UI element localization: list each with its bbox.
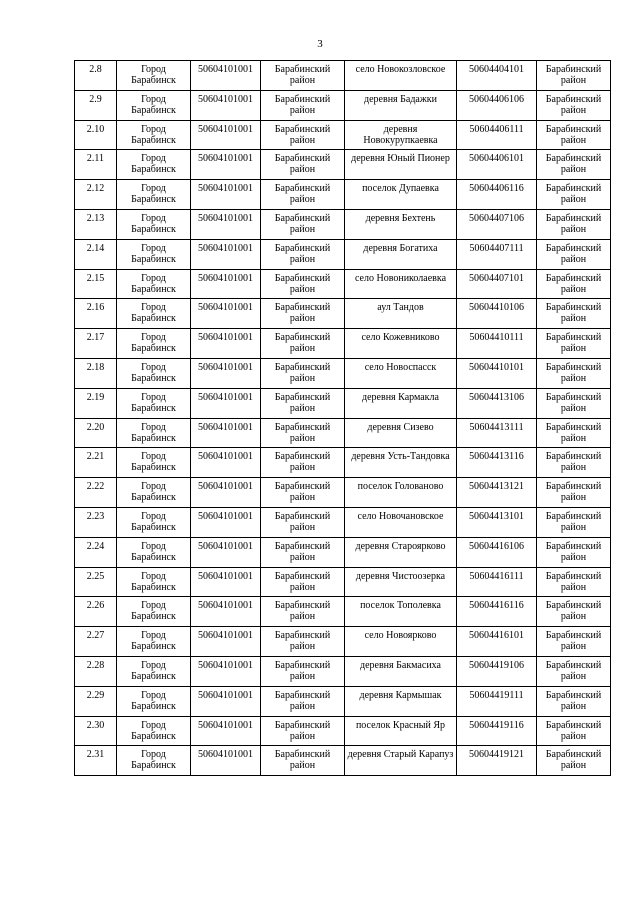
row-number-cell: 2.24	[75, 537, 117, 567]
settlement-district-cell: Барабинский район	[537, 239, 611, 269]
settlement-name-cell: поселок Дупаевка	[345, 180, 457, 210]
settlement-oktmo-cell: 50604410111	[457, 329, 537, 359]
source-municipality-cell: Город Барабинск	[117, 656, 191, 686]
target-district-cell: Барабинский район	[261, 627, 345, 657]
target-district-cell: Барабинский район	[261, 120, 345, 150]
row-number-cell: 2.9	[75, 90, 117, 120]
row-number-cell: 2.22	[75, 478, 117, 508]
table-row	[75, 478, 611, 508]
settlement-district-cell: Барабинский район	[537, 90, 611, 120]
settlement-oktmo-cell: 50604410101	[457, 358, 537, 388]
settlement-district-cell: Барабинский район	[537, 180, 611, 210]
table-row	[75, 120, 611, 150]
source-oktmo-cell: 50604101001	[191, 448, 261, 478]
source-municipality-cell: Город Барабинск	[117, 299, 191, 329]
table-row	[75, 209, 611, 239]
settlement-name-cell: поселок Голованово	[345, 478, 457, 508]
table-row	[75, 507, 611, 537]
source-oktmo-cell: 50604101001	[191, 597, 261, 627]
source-municipality-cell: Город Барабинск	[117, 329, 191, 359]
settlement-oktmo-cell: 50604406101	[457, 150, 537, 180]
row-number-cell: 2.23	[75, 507, 117, 537]
source-municipality-cell: Город Барабинск	[117, 180, 191, 210]
settlement-district-cell: Барабинский район	[537, 269, 611, 299]
settlement-name-cell: деревня Кармакла	[345, 388, 457, 418]
source-oktmo-cell: 50604101001	[191, 299, 261, 329]
settlement-oktmo-cell: 50604406116	[457, 180, 537, 210]
settlement-name-cell: село Новокозловское	[345, 61, 457, 91]
settlement-oktmo-cell: 50604410106	[457, 299, 537, 329]
settlement-district-cell: Барабинский район	[537, 358, 611, 388]
row-number-cell: 2.12	[75, 180, 117, 210]
settlement-district-cell: Барабинский район	[537, 567, 611, 597]
settlement-oktmo-cell: 50604416101	[457, 627, 537, 657]
source-oktmo-cell: 50604101001	[191, 478, 261, 508]
source-municipality-cell: Город Барабинск	[117, 746, 191, 776]
settlement-name-cell: деревня Кармышак	[345, 686, 457, 716]
settlement-name-cell: село Новониколаевка	[345, 269, 457, 299]
target-district-cell: Барабинский район	[261, 299, 345, 329]
table-row	[75, 358, 611, 388]
source-oktmo-cell: 50604101001	[191, 209, 261, 239]
source-oktmo-cell: 50604101001	[191, 567, 261, 597]
settlement-oktmo-cell: 50604413111	[457, 418, 537, 448]
settlement-name-cell: село Кожевниково	[345, 329, 457, 359]
settlement-oktmo-cell: 50604416106	[457, 537, 537, 567]
settlement-oktmo-cell: 50604416116	[457, 597, 537, 627]
settlement-district-cell: Барабинский район	[537, 120, 611, 150]
source-oktmo-cell: 50604101001	[191, 61, 261, 91]
source-municipality-cell: Город Барабинск	[117, 418, 191, 448]
target-district-cell: Барабинский район	[261, 61, 345, 91]
row-number-cell: 2.13	[75, 209, 117, 239]
settlement-name-cell: деревня Старый Карапуз	[345, 746, 457, 776]
settlement-name-cell: деревня Богатиха	[345, 239, 457, 269]
target-district-cell: Барабинский район	[261, 329, 345, 359]
table-row	[75, 627, 611, 657]
settlement-oktmo-cell: 50604407101	[457, 269, 537, 299]
settlement-district-cell: Барабинский район	[537, 209, 611, 239]
source-municipality-cell: Город Барабинск	[117, 567, 191, 597]
settlement-district-cell: Барабинский район	[537, 627, 611, 657]
source-municipality-cell: Город Барабинск	[117, 269, 191, 299]
row-number-cell: 2.30	[75, 716, 117, 746]
source-municipality-cell: Город Барабинск	[117, 388, 191, 418]
settlement-district-cell: Барабинский район	[537, 716, 611, 746]
settlement-name-cell: деревня Бадажки	[345, 90, 457, 120]
target-district-cell: Барабинский район	[261, 746, 345, 776]
target-district-cell: Барабинский район	[261, 656, 345, 686]
target-district-cell: Барабинский район	[261, 90, 345, 120]
target-district-cell: Барабинский район	[261, 597, 345, 627]
table-row	[75, 269, 611, 299]
settlement-name-cell: поселок Красный Яр	[345, 716, 457, 746]
table-row	[75, 686, 611, 716]
table-row	[75, 656, 611, 686]
target-district-cell: Барабинский район	[261, 418, 345, 448]
source-oktmo-cell: 50604101001	[191, 507, 261, 537]
settlement-district-cell: Барабинский район	[537, 746, 611, 776]
settlement-oktmo-cell: 50604419111	[457, 686, 537, 716]
target-district-cell: Барабинский район	[261, 239, 345, 269]
table-row	[75, 418, 611, 448]
settlement-district-cell: Барабинский район	[537, 299, 611, 329]
source-oktmo-cell: 50604101001	[191, 716, 261, 746]
settlement-oktmo-cell: 50604407106	[457, 209, 537, 239]
target-district-cell: Барабинский район	[261, 358, 345, 388]
settlement-district-cell: Барабинский район	[537, 448, 611, 478]
table-row	[75, 716, 611, 746]
row-number-cell: 2.8	[75, 61, 117, 91]
settlement-district-cell: Барабинский район	[537, 150, 611, 180]
source-oktmo-cell: 50604101001	[191, 150, 261, 180]
settlement-name-cell: деревня Юный Пионер	[345, 150, 457, 180]
table-row	[75, 329, 611, 359]
row-number-cell: 2.25	[75, 567, 117, 597]
source-municipality-cell: Город Барабинск	[117, 507, 191, 537]
target-district-cell: Барабинский район	[261, 686, 345, 716]
source-municipality-cell: Город Барабинск	[117, 61, 191, 91]
table-row	[75, 448, 611, 478]
source-oktmo-cell: 50604101001	[191, 239, 261, 269]
settlement-name-cell: село Новоспасск	[345, 358, 457, 388]
target-district-cell: Барабинский район	[261, 150, 345, 180]
row-number-cell: 2.15	[75, 269, 117, 299]
row-number-cell: 2.11	[75, 150, 117, 180]
settlement-name-cell: деревня Новокурупкаевка	[345, 120, 457, 150]
row-number-cell: 2.21	[75, 448, 117, 478]
source-municipality-cell: Город Барабинск	[117, 597, 191, 627]
row-number-cell: 2.16	[75, 299, 117, 329]
source-oktmo-cell: 50604101001	[191, 686, 261, 716]
settlement-oktmo-cell: 50604413121	[457, 478, 537, 508]
settlement-district-cell: Барабинский район	[537, 418, 611, 448]
row-number-cell: 2.27	[75, 627, 117, 657]
settlement-oktmo-cell: 50604413116	[457, 448, 537, 478]
settlement-oktmo-cell: 50604419116	[457, 716, 537, 746]
table-row	[75, 61, 611, 91]
source-oktmo-cell: 50604101001	[191, 537, 261, 567]
row-number-cell: 2.14	[75, 239, 117, 269]
table-row	[75, 567, 611, 597]
settlement-oktmo-cell: 50604413101	[457, 507, 537, 537]
settlements-table	[74, 60, 611, 776]
target-district-cell: Барабинский район	[261, 448, 345, 478]
source-oktmo-cell: 50604101001	[191, 120, 261, 150]
settlement-name-cell: поселок Тополевка	[345, 597, 457, 627]
target-district-cell: Барабинский район	[261, 388, 345, 418]
settlement-district-cell: Барабинский район	[537, 507, 611, 537]
source-municipality-cell: Город Барабинск	[117, 686, 191, 716]
row-number-cell: 2.28	[75, 656, 117, 686]
source-oktmo-cell: 50604101001	[191, 746, 261, 776]
settlement-oktmo-cell: 50604404101	[457, 61, 537, 91]
settlement-name-cell: деревня Чистоозерка	[345, 567, 457, 597]
row-number-cell: 2.18	[75, 358, 117, 388]
row-number-cell: 2.29	[75, 686, 117, 716]
table-row	[75, 150, 611, 180]
row-number-cell: 2.31	[75, 746, 117, 776]
row-number-cell: 2.20	[75, 418, 117, 448]
source-municipality-cell: Город Барабинск	[117, 716, 191, 746]
settlement-district-cell: Барабинский район	[537, 388, 611, 418]
settlement-name-cell: деревня Бехтень	[345, 209, 457, 239]
settlement-oktmo-cell: 50604406111	[457, 120, 537, 150]
source-municipality-cell: Город Барабинск	[117, 627, 191, 657]
settlement-district-cell: Барабинский район	[537, 537, 611, 567]
target-district-cell: Барабинский район	[261, 567, 345, 597]
target-district-cell: Барабинский район	[261, 716, 345, 746]
settlement-name-cell: аул Тандов	[345, 299, 457, 329]
row-number-cell: 2.26	[75, 597, 117, 627]
source-oktmo-cell: 50604101001	[191, 90, 261, 120]
settlement-district-cell: Барабинский район	[537, 329, 611, 359]
settlement-name-cell: село Новочановское	[345, 507, 457, 537]
settlement-oktmo-cell: 50604416111	[457, 567, 537, 597]
table-row	[75, 299, 611, 329]
table-row	[75, 597, 611, 627]
settlement-oktmo-cell: 50604406106	[457, 90, 537, 120]
target-district-cell: Барабинский район	[261, 180, 345, 210]
source-oktmo-cell: 50604101001	[191, 656, 261, 686]
source-municipality-cell: Город Барабинск	[117, 478, 191, 508]
settlement-name-cell: деревня Сизево	[345, 418, 457, 448]
settlement-oktmo-cell: 50604413106	[457, 388, 537, 418]
source-oktmo-cell: 50604101001	[191, 388, 261, 418]
settlement-name-cell: деревня Староярково	[345, 537, 457, 567]
source-municipality-cell: Город Барабинск	[117, 448, 191, 478]
settlement-name-cell: деревня Усть-Тандовка	[345, 448, 457, 478]
settlement-district-cell: Барабинский район	[537, 61, 611, 91]
settlement-district-cell: Барабинский район	[537, 478, 611, 508]
table-row	[75, 180, 611, 210]
target-district-cell: Барабинский район	[261, 478, 345, 508]
settlement-name-cell: деревня Бакмасиха	[345, 656, 457, 686]
target-district-cell: Барабинский район	[261, 269, 345, 299]
target-district-cell: Барабинский район	[261, 209, 345, 239]
table-body	[75, 61, 611, 776]
source-municipality-cell: Город Барабинск	[117, 150, 191, 180]
target-district-cell: Барабинский район	[261, 537, 345, 567]
target-district-cell: Барабинский район	[261, 507, 345, 537]
source-oktmo-cell: 50604101001	[191, 627, 261, 657]
settlement-district-cell: Барабинский район	[537, 597, 611, 627]
settlement-name-cell: село Новоярково	[345, 627, 457, 657]
source-municipality-cell: Город Барабинск	[117, 358, 191, 388]
source-oktmo-cell: 50604101001	[191, 329, 261, 359]
source-oktmo-cell: 50604101001	[191, 180, 261, 210]
table-row	[75, 239, 611, 269]
settlement-district-cell: Барабинский район	[537, 686, 611, 716]
source-oktmo-cell: 50604101001	[191, 269, 261, 299]
table-row	[75, 537, 611, 567]
settlement-oktmo-cell: 50604419121	[457, 746, 537, 776]
settlement-oktmo-cell: 50604419106	[457, 656, 537, 686]
source-municipality-cell: Город Барабинск	[117, 120, 191, 150]
row-number-cell: 2.19	[75, 388, 117, 418]
table-row	[75, 746, 611, 776]
source-oktmo-cell: 50604101001	[191, 358, 261, 388]
source-municipality-cell: Город Барабинск	[117, 209, 191, 239]
source-municipality-cell: Город Барабинск	[117, 537, 191, 567]
row-number-cell: 2.17	[75, 329, 117, 359]
page-number: 3	[317, 38, 323, 50]
source-municipality-cell: Город Барабинск	[117, 239, 191, 269]
settlement-oktmo-cell: 50604407111	[457, 239, 537, 269]
settlement-district-cell: Барабинский район	[537, 656, 611, 686]
source-oktmo-cell: 50604101001	[191, 418, 261, 448]
table-row	[75, 90, 611, 120]
table-row	[75, 388, 611, 418]
source-municipality-cell: Город Барабинск	[117, 90, 191, 120]
row-number-cell: 2.10	[75, 120, 117, 150]
